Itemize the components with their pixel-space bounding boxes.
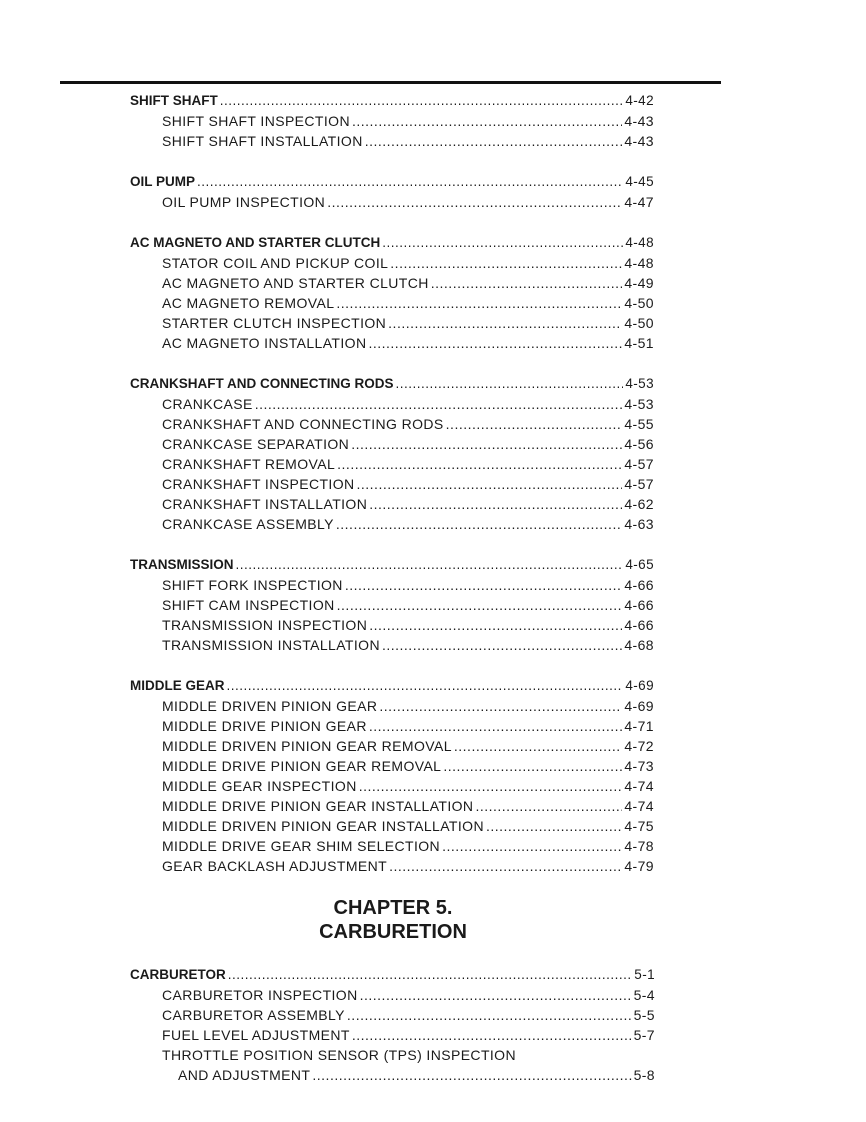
- toc-entry[interactable]: CRANKSHAFT INSPECTION ..... 4-57: [130, 476, 654, 496]
- toc-entry[interactable]: MIDDLE DRIVE GEAR SHIM SELECTION ..... 4-78: [130, 838, 654, 858]
- toc-entry[interactable]: MIDDLE DRIVE PINION GEAR REMOVAL ..... 4-73: [130, 758, 654, 778]
- chapter-title: CARBURETION: [319, 921, 467, 943]
- toc-entry[interactable]: AC MAGNETO AND STARTER CLUTCH ..... 4-49: [130, 275, 654, 295]
- toc-entry[interactable]: SHIFT FORK INSPECTION ..... 4-66: [130, 577, 654, 597]
- toc-entry[interactable]: GEAR BACKLASH ADJUSTMENT ..... 4-79: [130, 858, 654, 878]
- toc-entry[interactable]: SHIFT SHAFT INSTALLATION ..... 4-43: [130, 133, 654, 153]
- toc-entry[interactable]: MIDDLE DRIVEN PINION GEAR REMOVAL ..... 4-72: [130, 738, 654, 758]
- chapter-number: CHAPTER 5.: [333, 897, 453, 919]
- toc-entry[interactable]: CRANKCASE ..... 4-53: [130, 396, 654, 416]
- toc-entry[interactable]: STARTER CLUTCH INSPECTION ..... 4-50: [130, 315, 654, 335]
- toc-section[interactable]: CARBURETOR ..... 5-1: [130, 967, 655, 987]
- toc-entry[interactable]: AC MAGNETO REMOVAL ..... 4-50: [130, 295, 654, 315]
- toc-section[interactable]: OIL PUMP ..... 4-45: [130, 174, 654, 194]
- toc-entry[interactable]: OIL PUMP INSPECTION ..... 4-47: [130, 194, 654, 214]
- toc-entry[interactable]: TRANSMISSION INSPECTION ..... 4-66: [130, 617, 654, 637]
- toc-entry[interactable]: MIDDLE DRIVEN PINION GEAR ..... 4-69: [130, 698, 654, 718]
- toc-section[interactable]: SHIFT SHAFT ..... 4-42: [130, 93, 654, 113]
- toc-entry[interactable]: CRANKSHAFT INSTALLATION ..... 4-62: [130, 496, 654, 516]
- toc-entry[interactable]: STATOR COIL AND PICKUP COIL ..... 4-48: [130, 255, 654, 275]
- toc-entry[interactable]: CRANKCASE SEPARATION ..... 4-56: [130, 436, 654, 456]
- toc-entry-multiline[interactable]: THROTTLE POSITION SENSOR (TPS) INSPECTION: [162, 1047, 516, 1063]
- toc-entry[interactable]: CARBURETOR ASSEMBLY ..... 5-5: [130, 1007, 655, 1027]
- toc-chapter-5: [130, 967, 655, 1087]
- toc-entry[interactable]: FUEL LEVEL ADJUSTMENT ..... 5-7: [130, 1027, 655, 1047]
- toc-chapter-4: [130, 93, 654, 878]
- toc-section[interactable]: CRANKSHAFT AND CONNECTING RODS ..... 4-53: [130, 376, 654, 396]
- toc-entry-continuation[interactable]: AND ADJUSTMENT ..... 5-8: [130, 1067, 655, 1087]
- header-rule: [60, 81, 721, 84]
- toc-section[interactable]: MIDDLE GEAR ..... 4-69: [130, 678, 654, 698]
- toc-section[interactable]: TRANSMISSION ..... 4-65: [130, 557, 654, 577]
- toc-entry[interactable]: CRANKCASE ASSEMBLY ..... 4-63: [130, 516, 654, 536]
- toc-entry[interactable]: TRANSMISSION INSTALLATION ..... 4-68: [130, 637, 654, 657]
- toc-entry[interactable]: CRANKSHAFT REMOVAL ..... 4-57: [130, 456, 654, 476]
- toc-entry[interactable]: SHIFT CAM INSPECTION ..... 4-66: [130, 597, 654, 617]
- toc-entry[interactable]: CRANKSHAFT AND CONNECTING RODS ..... 4-55: [130, 416, 654, 436]
- toc-entry[interactable]: AC MAGNETO INSTALLATION ..... 4-51: [130, 335, 654, 355]
- toc-entry[interactable]: MIDDLE DRIVEN PINION GEAR INSTALLATION ..... 4-75: [130, 818, 654, 838]
- toc-entry[interactable]: CARBURETOR INSPECTION ..... 5-4: [130, 987, 655, 1007]
- toc-entry[interactable]: MIDDLE DRIVE PINION GEAR ..... 4-71: [130, 718, 654, 738]
- toc-entry[interactable]: MIDDLE DRIVE PINION GEAR INSTALLATION ..... 4-74: [130, 798, 654, 818]
- toc-entry[interactable]: SHIFT SHAFT INSPECTION ..... 4-43: [130, 113, 654, 133]
- toc-section[interactable]: AC MAGNETO AND STARTER CLUTCH ..... 4-48: [130, 235, 654, 255]
- toc-entry[interactable]: MIDDLE GEAR INSPECTION ..... 4-74: [130, 778, 654, 798]
